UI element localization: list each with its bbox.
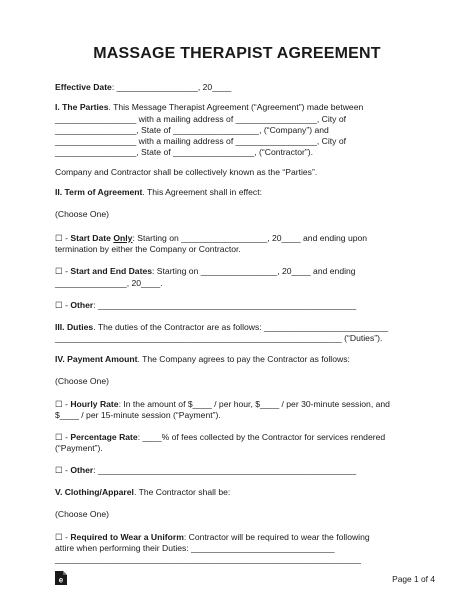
percentage-line-1 (55, 432, 425, 442)
checkbox-icon[interactable]: ☐ - (55, 465, 71, 475)
choose-one-term: (Choose One) (55, 209, 109, 219)
start-date-label: Start Date (70, 233, 114, 243)
hourly-label: Hourly Rate (70, 399, 119, 409)
start-end-line-1 (55, 266, 425, 276)
clothing-line (55, 487, 425, 497)
effective-date-line (55, 82, 425, 92)
payment-line (55, 354, 425, 364)
document-title: MASSAGE THERAPIST AGREEMENT (93, 45, 381, 62)
term-text: . This Agreement shall in effect: (142, 187, 262, 197)
term-heading: II. Term of Agreement (55, 187, 143, 197)
checkbox-icon[interactable]: ☐ - (55, 532, 71, 542)
uniform-line-3: ________________________________________________________________ (55, 554, 361, 564)
parties-line-1 (55, 102, 425, 112)
other-payment-line (55, 465, 425, 475)
parties-heading: I. The Parties (55, 102, 109, 112)
hourly-text: : In the amount of $____ / per hour, $____ / per 30-minute session, and (118, 399, 390, 409)
start-date-line-1 (55, 233, 425, 243)
start-end-label: Start and End Dates (70, 266, 153, 276)
percentage-label: Percentage Rate (70, 432, 138, 442)
svg-text:e: e (58, 575, 64, 585)
start-end-line-2: _______________, 20____. (55, 278, 163, 288)
page-number: Page 1 of 4 (392, 574, 435, 584)
clothing-text: . The Contractor shall be: (133, 487, 231, 497)
parties-text-1: . This Message Therapist Agreement (“Agreement”) made between (108, 102, 364, 112)
duties-heading: III. Duties (55, 322, 94, 332)
other-term-line (55, 300, 425, 310)
duties-line-1 (55, 322, 425, 332)
checkbox-icon[interactable]: ☐ - (55, 233, 71, 243)
parties-line-4: _________________ with a mailing address of _________________, City of (55, 136, 346, 146)
choose-one-payment: (Choose One) (55, 376, 109, 386)
other-payment-blank: : ______________________________________________________ (93, 465, 357, 475)
effective-date-label: Effective Date (55, 82, 112, 92)
choose-one-clothing: (Choose One) (55, 509, 109, 519)
payment-text: . The Company agrees to pay the Contractor as follows: (137, 354, 350, 364)
parties-line-5: _________________, State of _________________, (“Contractor”). (55, 147, 314, 157)
payment-heading: IV. Payment Amount (55, 354, 138, 364)
percentage-text: : ____% of fees collected by the Contractor for services rendered (137, 432, 386, 442)
hourly-line-1 (55, 399, 425, 409)
start-date-only-label: Only (113, 233, 133, 243)
parties-line-3: _________________, State of __________________, (“Company”) and (55, 125, 329, 135)
start-date-line-2: termination by either the Company or Contractor. (55, 244, 241, 254)
effective-date-blank: : _________________, 20____ (111, 82, 232, 92)
checkbox-icon[interactable]: ☐ - (55, 300, 71, 310)
clothing-heading: V. Clothing/Apparel (55, 487, 134, 497)
hourly-line-2: $____ / per 15-minute session (“Payment”). (55, 410, 221, 420)
term-line (55, 187, 425, 197)
duties-line-2: ____________________________________________________________ (“Duties”). (55, 333, 383, 343)
parties-line-2: _________________ with a mailing address of _________________, City of (55, 114, 346, 124)
start-date-text: : Starting on __________________, 20____ and ending upon (132, 233, 368, 243)
other-term-blank: : ______________________________________________________ (93, 300, 357, 310)
checkbox-icon[interactable]: ☐ - (55, 266, 71, 276)
duties-text: . The duties of the Contractor are as follows: __________________________ (93, 322, 389, 332)
percentage-line-2: (“Payment”). (55, 443, 103, 453)
uniform-line-1 (55, 532, 425, 542)
other-payment-label: Other (70, 465, 94, 475)
checkbox-icon[interactable]: ☐ - (55, 399, 71, 409)
parties-note: Company and Contractor shall be collectively known as the “Parties”. (55, 167, 318, 177)
eforms-logo-icon (54, 570, 68, 586)
start-end-text: : Starting on ________________, 20____ and ending (152, 266, 356, 276)
other-term-label: Other (70, 300, 94, 310)
uniform-line-2: attire when performing their Duties: ______________________________ (55, 543, 335, 553)
uniform-text: : Contractor will be required to wear the following (183, 532, 370, 542)
checkbox-icon[interactable]: ☐ - (55, 432, 71, 442)
uniform-label: Required to Wear a Uniform (70, 532, 184, 542)
